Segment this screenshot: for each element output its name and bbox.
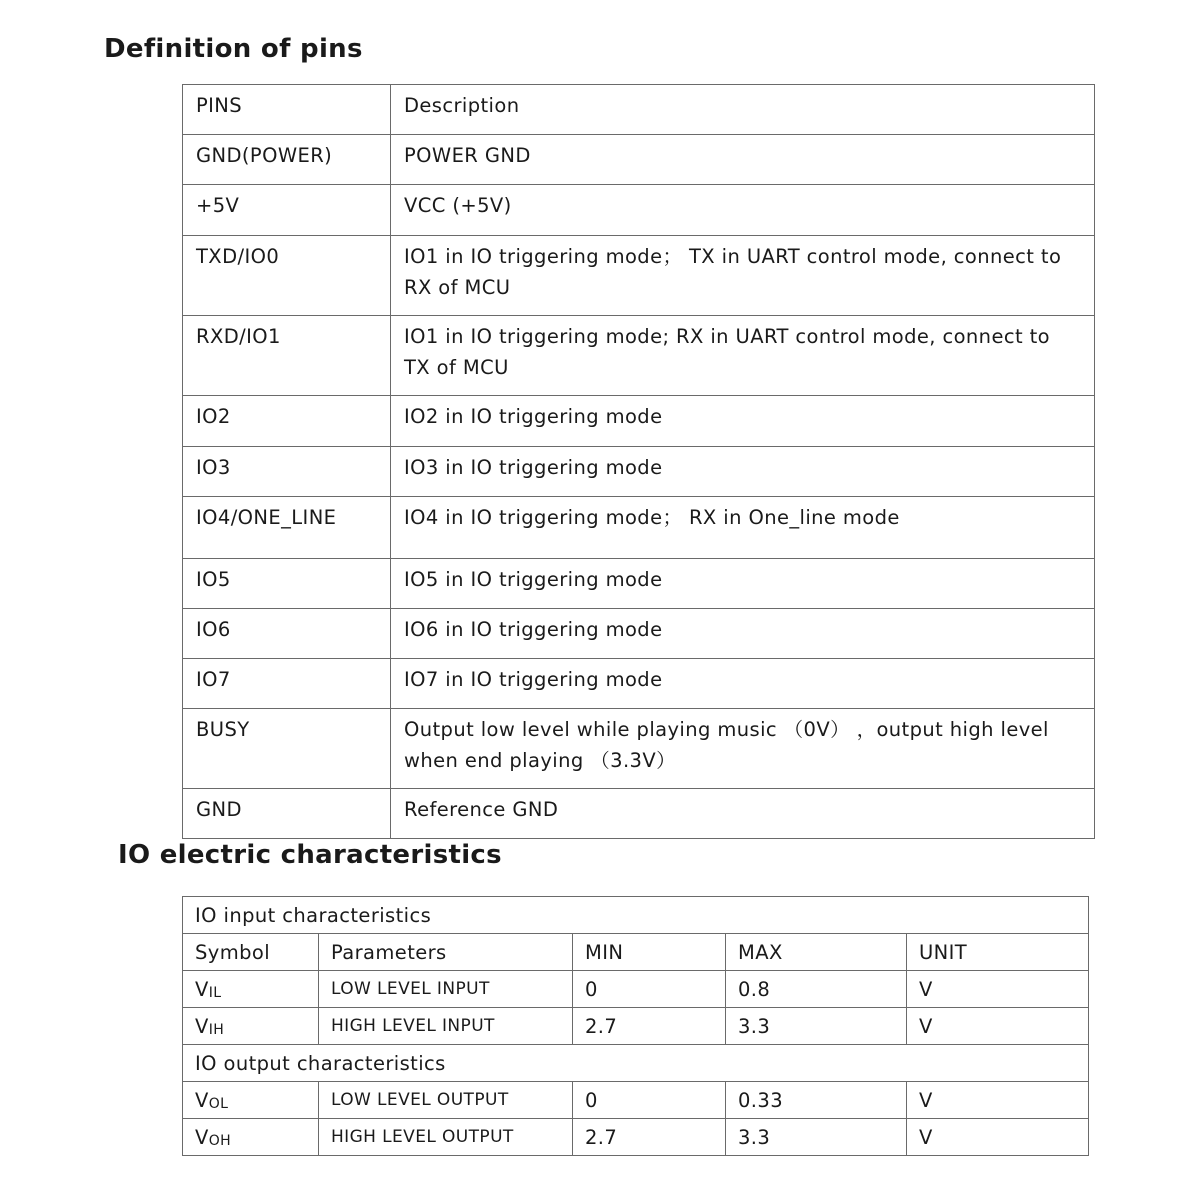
pin-description: IO1 in IO triggering mode； TX in UART control mode, connect to RX of MCU (391, 236, 1095, 316)
unit: V (907, 1119, 1089, 1156)
pin-description: Output low level while playing music （0V） ，output high level when end playing （3.3V） (391, 709, 1095, 789)
pin-description: IO5 in IO triggering mode (391, 559, 1095, 609)
symbol (183, 1119, 319, 1156)
pin-name: BUSY (183, 709, 391, 789)
table-row (183, 185, 1095, 236)
pins-header-description: Description (391, 85, 1095, 135)
pin-description: Reference GND (391, 789, 1095, 839)
table-row (183, 447, 1095, 497)
table-row (183, 709, 1095, 789)
table-row (183, 1119, 1089, 1156)
pin-description: IO1 in IO triggering mode; RX in UART control mode, connect to TX of MCU (391, 316, 1095, 396)
pin-name: GND(POWER) (183, 135, 391, 185)
io-characteristics-table (182, 896, 1089, 1156)
io-output-title: IO output characteristics (183, 1045, 1089, 1082)
symbol-base: V (195, 1014, 209, 1038)
io-output-title-row (183, 1045, 1089, 1082)
table-row (183, 316, 1095, 396)
pin-name: IO4/ONE_LINE (183, 497, 391, 559)
pin-name: IO5 (183, 559, 391, 609)
symbol-base: V (195, 977, 209, 1001)
io-heading: IO electric characteristics (118, 840, 502, 870)
pin-name: IO6 (183, 609, 391, 659)
pin-name: +5V (183, 185, 391, 236)
table-row (183, 396, 1095, 447)
pin-description: VCC (+5V) (391, 185, 1095, 236)
parameter: LOW LEVEL OUTPUT (319, 1082, 573, 1119)
table-row (183, 236, 1095, 316)
table-row (183, 497, 1095, 559)
table-row (183, 609, 1095, 659)
pin-name: IO3 (183, 447, 391, 497)
max-value: 0.8 (726, 971, 907, 1008)
min-value: 0 (573, 1082, 726, 1119)
header-max: MAX (726, 934, 907, 971)
header-unit: UNIT (907, 934, 1089, 971)
io-input-title: IO input characteristics (183, 897, 1089, 934)
pin-name: IO2 (183, 396, 391, 447)
pin-description: POWER GND (391, 135, 1095, 185)
pins-header-pins: PINS (183, 85, 391, 135)
table-row (183, 559, 1095, 609)
table-row (183, 659, 1095, 709)
unit: V (907, 1082, 1089, 1119)
io-header-row (183, 934, 1089, 971)
pin-name: RXD/IO1 (183, 316, 391, 396)
symbol-subscript: IH (208, 1021, 225, 1038)
symbol (183, 1082, 319, 1119)
symbol (183, 1008, 319, 1045)
unit: V (907, 971, 1089, 1008)
pins-table (182, 84, 1095, 839)
pin-description: IO6 in IO triggering mode (391, 609, 1095, 659)
header-symbol: Symbol (183, 934, 319, 971)
min-value: 2.7 (573, 1119, 726, 1156)
pins-heading: Definition of pins (104, 34, 363, 64)
max-value: 3.3 (726, 1008, 907, 1045)
table-row (183, 1008, 1089, 1045)
pin-name: GND (183, 789, 391, 839)
pin-description: IO4 in IO triggering mode； RX in One_line mode (391, 497, 1095, 559)
symbol-subscript: OH (208, 1132, 232, 1149)
max-value: 3.3 (726, 1119, 907, 1156)
symbol-subscript: OL (208, 1095, 229, 1112)
symbol-subscript: IL (208, 984, 222, 1001)
pin-description: IO2 in IO triggering mode (391, 396, 1095, 447)
symbol (183, 971, 319, 1008)
parameter: HIGH LEVEL INPUT (319, 1008, 573, 1045)
symbol-base: V (195, 1088, 209, 1112)
pin-description: IO7 in IO triggering mode (391, 659, 1095, 709)
parameter: HIGH LEVEL OUTPUT (319, 1119, 573, 1156)
symbol-base: V (195, 1125, 209, 1149)
io-input-title-row (183, 897, 1089, 934)
header-min: MIN (573, 934, 726, 971)
header-parameters: Parameters (319, 934, 573, 971)
pin-name: IO7 (183, 659, 391, 709)
unit: V (907, 1008, 1089, 1045)
table-row (183, 971, 1089, 1008)
table-row (183, 789, 1095, 839)
min-value: 2.7 (573, 1008, 726, 1045)
table-row (183, 135, 1095, 185)
table-row (183, 1082, 1089, 1119)
min-value: 0 (573, 971, 726, 1008)
pin-description: IO3 in IO triggering mode (391, 447, 1095, 497)
parameter: LOW LEVEL INPUT (319, 971, 573, 1008)
max-value: 0.33 (726, 1082, 907, 1119)
pins-header-row (183, 85, 1095, 135)
pin-name: TXD/IO0 (183, 236, 391, 316)
